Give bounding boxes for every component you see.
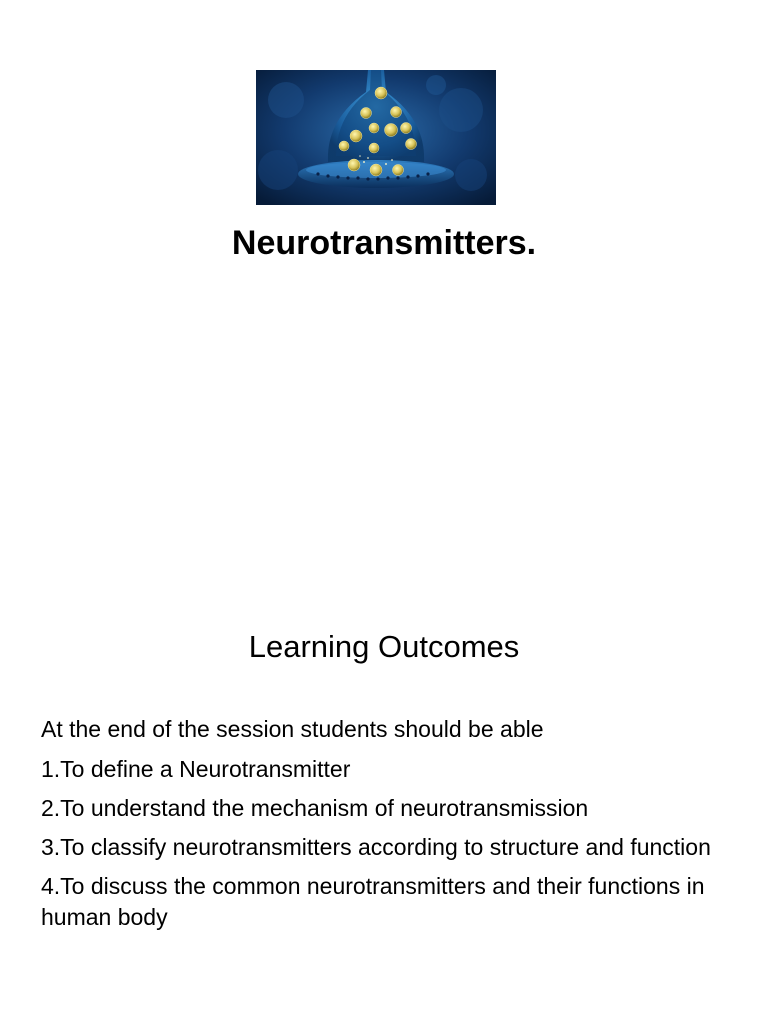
synapse-icon	[256, 70, 496, 205]
outcomes-intro: At the end of the session students should be able	[41, 716, 544, 742]
list-item: 3.To classify neurotransmitters according to structure and function	[41, 834, 711, 860]
synapse-illustration	[256, 70, 496, 205]
list-item: 2.To understand the mechanism of neurotransmission	[41, 795, 589, 821]
learning-outcomes-heading: Learning Outcomes	[248, 629, 520, 664]
list-item: 4.To discuss the common neurotransmitters and their functions in human body	[41, 873, 705, 930]
list-item: 1.To define a Neurotransmitter	[41, 756, 351, 782]
slide-title: Neurotransmitters.	[231, 224, 537, 262]
learning-outcomes-list	[41, 714, 721, 941]
